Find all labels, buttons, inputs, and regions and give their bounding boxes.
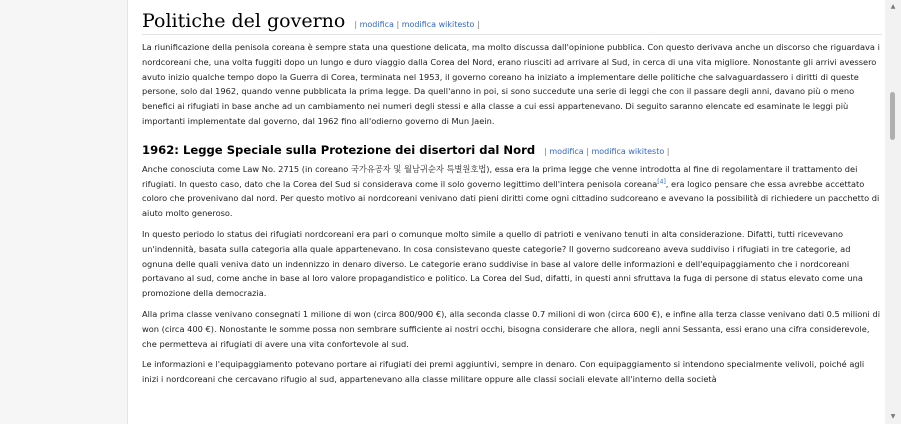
- subsection-title: 1962: Legge Speciale sulla Protezione dei disertori dal Nord: [142, 142, 536, 157]
- scrollbar-thumb[interactable]: [890, 92, 895, 140]
- section-heading: [142, 10, 882, 35]
- edit-wikitext-section-link[interactable]: modifica wikitesto: [401, 20, 475, 29]
- subsection-paragraph-1: [142, 162, 882, 221]
- subsection-paragraph-2: In questo periodo lo status dei rifugiati nordcoreani era pari o comunque molto simile a quello di patrioti e venivano tenuti in alta considerazione. Difatti, tutti ricevevano un'indennità, basata sulla categoria alla quale appartenevano. In cosa consistevano queste categorie? Il governo sudcoreano aveva suddiviso i rifugiati in tre categorie, ad ognuna delle quali veniva dato un indennizzo in denaro diverso. Le categorie erano suddivise in base al valore delle informazioni e dell'equipaggiamento che i nordcoreani portavano al sud, come anche in base al loro valore propagandistico e politico. La Corea del Sud, difatti, in questi anni sfruttava la fuga di persone di status elevato come una promozione della democrazia.: [142, 228, 863, 299]
- subsection-paragraph-3: Alla prima classe venivano consegnati 1 milione di won (circa 800/900 €), alla seconda classe 0.7 milioni di won (circa 600 €), e infine alla terza classe venivano dati 0.5 milioni di won (circa 400 €). Nonostante le somme possa non sembrare sufficiente ai nostri occhi, bisogna considerare che allora, negli anni Sessanta, essi erano una cifra considerevole, che permetteva ai rifugiati di avere una vita confortevole al sud.: [142, 308, 881, 349]
- edit-section-link[interactable]: modifica: [359, 20, 394, 29]
- scroll-down-arrow-icon[interactable]: ▼: [890, 413, 896, 420]
- paragraph-text-tail: , era logico pensare che essa avrebbe accettato coloro che provenivano dal nord. Per questo motivo ai nordcoreani venivano dati pieni diritti come ogni cittadino sudcoreano e avevano la possibilità di richiedere un pacchetto di aiuto molto generoso.: [142, 178, 880, 219]
- scroll-up-arrow-icon[interactable]: ▲: [890, 3, 896, 10]
- section-edit-links: | modifica | modifica wikitesto |: [354, 20, 480, 29]
- subsection-paragraph-4: Le informazioni e l'equipaggiamento potevano portare ai rifugiati dei premi aggiuntivi, sempre in denaro. Con equipaggiamento si intendono specialmente velivoli, poiché agli inizi i nordcoreani che cercavano rifugio al sud, appartenevano alla classe militare oppure alle classi sociali elevate all'interno della società: [142, 359, 865, 385]
- edit-wikitext-subsection-link[interactable]: modifica wikitesto: [591, 146, 665, 156]
- section-title: Politiche del governo: [142, 10, 346, 32]
- subsection-heading: [142, 143, 882, 157]
- vertical-scrollbar[interactable]: [885, 0, 901, 424]
- subsection-edit-links: | modifica | modifica wikitesto |: [544, 146, 670, 156]
- paragraph-text: Anche conosciuta come Law No. 2715 (in coreano 국가유공자 및 월남귀순자 특별원호법), essa era la prima legge che venne introdotta al fine di regolamentare il trattamento dei rifugiati. In questo caso, dato che la Corea del Sud si considerava come il solo governo legittimo dell'intera penisola coreana: [142, 163, 858, 189]
- reference-link[interactable]: [4]: [657, 177, 666, 185]
- article-content: [128, 0, 882, 387]
- section-paragraph: La riunificazione della penisola coreana è sempre stata una questione delicata, ma molto discussa dall'opinione pubblica. Con questo derivava anche un discorso che riguardava i nordcoreani che, una volta fuggiti dopo un lungo e duro viaggio dalla Corea del Nord, erano riusciti ad arrivare al Sud, in cerca di una vita migliore. Nonostante gli arrivi avessero avuto inizio qualche tempo dopo la Guerra di Corea, terminata nel 1953, il governo coreano ha iniziato a implementare delle politiche che salvaguardassero i diritti di queste persone, solo dal 1962, quando venne pubblicata la prima legge. Da quell'anno in poi, si sono succedute una serie di leggi che con il passare degli anni, davano più o meno benefici ai rifugiati in base anche ad un cambiamento nei numeri degli stessi e alla classe a cui essi appartenevano. Di seguito saranno elencate ed esaminate le leggi più importanti implementate dal governo, dal 1962 fino all'odierno governo di Mun Jaein.: [142, 42, 880, 126]
- edit-subsection-link[interactable]: modifica: [549, 146, 584, 156]
- article-page: [127, 0, 886, 424]
